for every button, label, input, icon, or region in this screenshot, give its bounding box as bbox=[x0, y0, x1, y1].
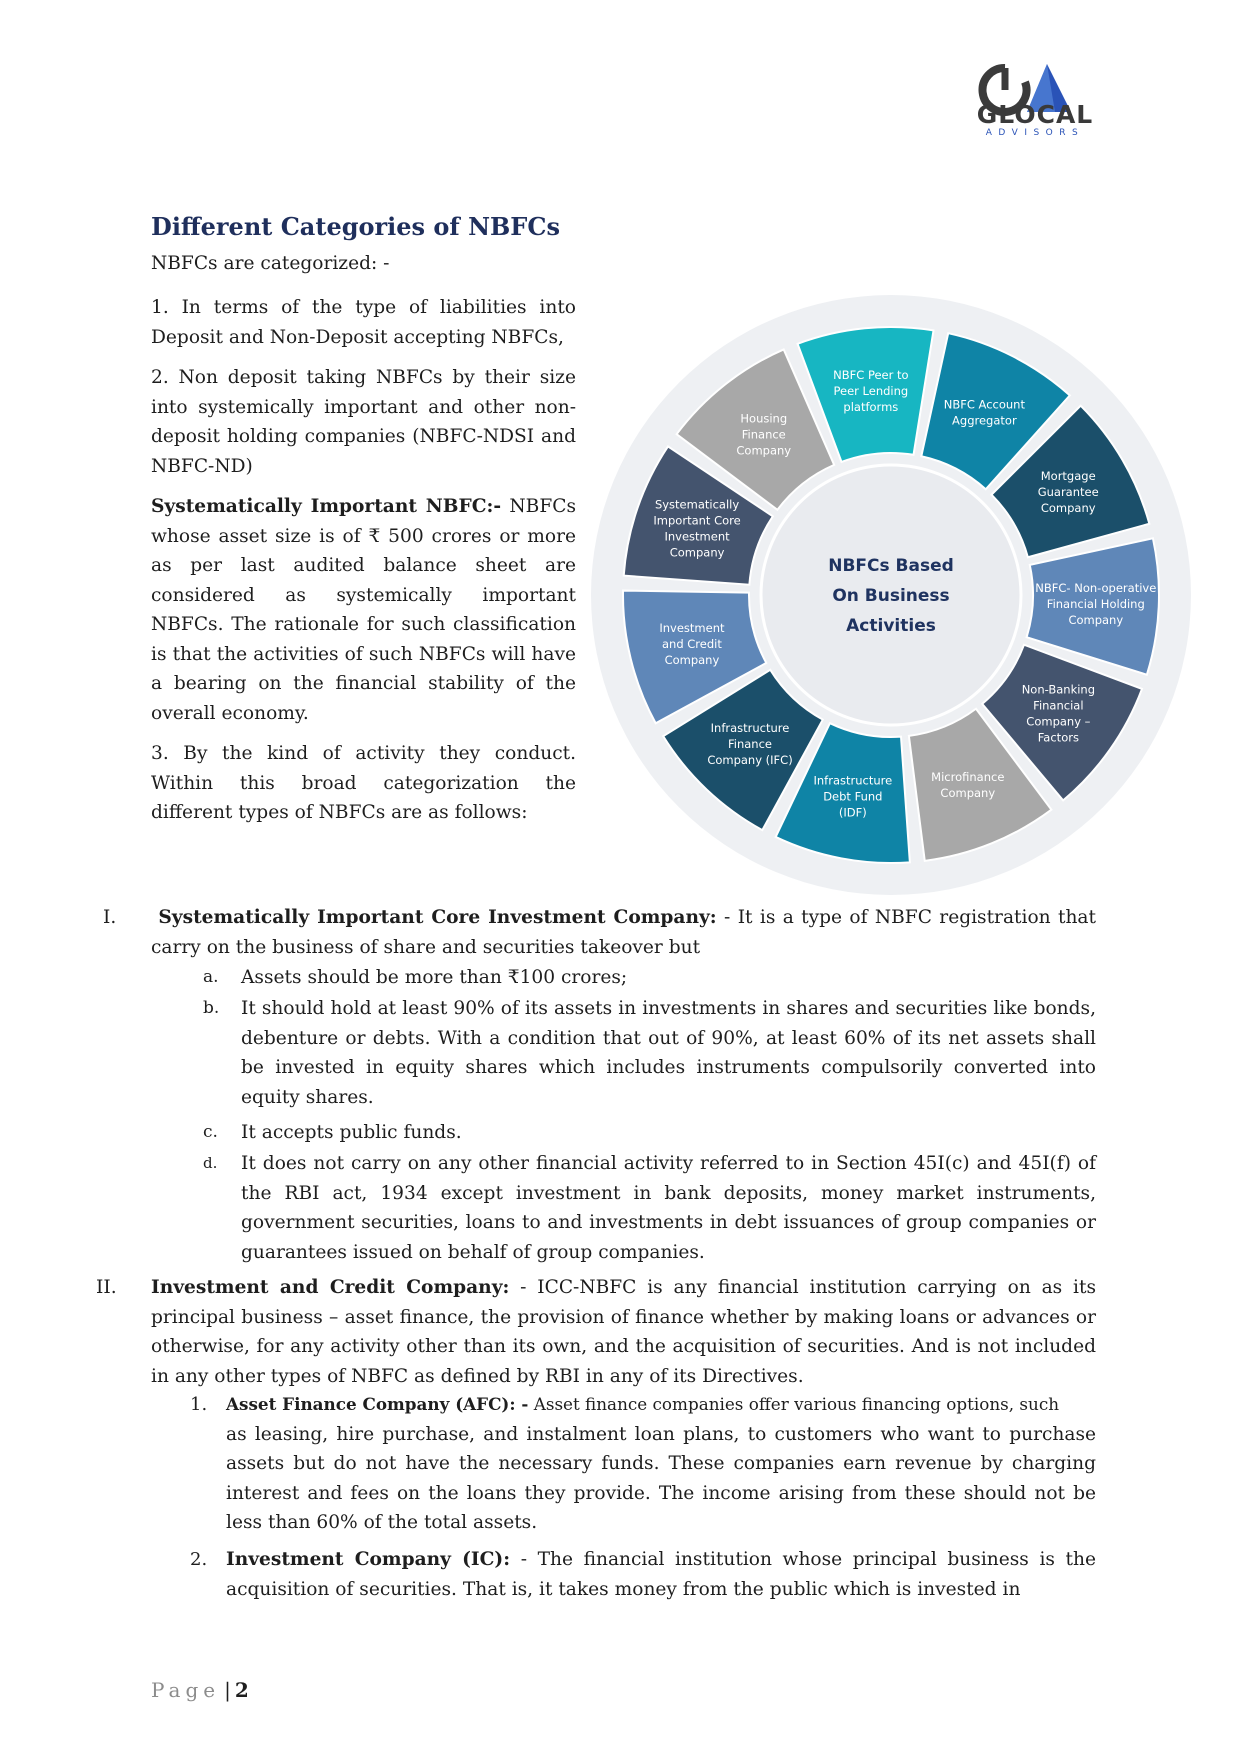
item-1-text bbox=[226, 1390, 1096, 1538]
logo-subtitle: ADVISORS bbox=[985, 128, 1085, 138]
item-b-letter: b. bbox=[203, 998, 220, 1018]
section-2-lead: - ICC-NBFC is any financial institution carrying on as its principal business – asset finance, the provision of finance whether by making loans or advances or otherwise, for any activity other than its own, and the acquisition of securities. And is not included in any other types of NBFC as defined by RBI in any of its Directives. bbox=[151, 1277, 1096, 1387]
item-d-letter: d. bbox=[203, 1154, 218, 1172]
item-a-letter: a. bbox=[203, 967, 219, 987]
section-1-numeral: I. bbox=[103, 907, 117, 928]
item-2-number: 2. bbox=[190, 1549, 208, 1570]
section-2-numeral: II. bbox=[96, 1277, 117, 1298]
footer-separator: | bbox=[224, 1678, 231, 1702]
item-2-text bbox=[226, 1545, 1096, 1604]
page-footer bbox=[151, 1678, 249, 1702]
page-heading: Different Categories of NBFCs bbox=[151, 212, 560, 241]
si-definition: NBFCs whose asset size is of ₹ 500 crores or more as per last audited balance sheet are considered as systemically important NBFCs. The rationale for such classification is that the activities of such NBFCs will have a bearing on the financial stability of the overall economy. bbox=[151, 496, 576, 724]
paragraph-systematically-important bbox=[151, 492, 576, 728]
wheel-segment-label: Infrastructure Debt Fund (IDF) bbox=[813, 773, 893, 820]
wheel-segment-label: Systematically Important Core Investment Company bbox=[653, 497, 741, 560]
intro-text: NBFCs are categorized: - bbox=[151, 253, 390, 274]
item-b-text: It should hold at least 90% of its assets in investments in shares and securities like bonds, debenture or debts. With a condition that out of 90%, at least 60% of its net assets shall be invested in equity shares which includes instruments compulsorily converted into equity shares. bbox=[241, 998, 1096, 1108]
footer-label: Page bbox=[151, 1678, 221, 1702]
wheel-segment-label: Infrastructure Finance Company (IFC) bbox=[707, 720, 793, 767]
wheel-segment-label: NBFC- Non-operative Financial Holding Company bbox=[1035, 581, 1157, 628]
wheel-segment-label: NBFC Account Aggregator bbox=[943, 397, 1025, 428]
logo-wordmark: GLOCAL bbox=[976, 100, 1094, 129]
item-1-number: 1. bbox=[190, 1394, 208, 1415]
wheel-center-title: NBFCs Based On Business Activities bbox=[828, 556, 954, 636]
ic-title: Investment Company (IC): bbox=[226, 1549, 511, 1570]
wheel-segment-label: Mortgage Guarantee Company bbox=[1037, 468, 1099, 515]
afc-lead: Asset finance companies offer various financing options, such bbox=[528, 1394, 1060, 1414]
wheel-segment-label: Investment and Credit Company bbox=[659, 620, 725, 667]
section-2-text bbox=[151, 1273, 1096, 1391]
paragraph-activity: 3. By the kind of activity they conduct. Within this broad categorization the different types of NBFCs are as follows: bbox=[151, 743, 576, 823]
wheel-segment-label: Microfinance Company bbox=[931, 770, 1005, 801]
si-term: Systematically Important NBFC:- bbox=[151, 496, 502, 517]
left-column bbox=[151, 293, 576, 839]
afc-description: as leasing, hire purchase, and instalment loan plans, to customers who want to purchase assets but do not have the necessary funds. These companies earn revenue by charging interest and fees on the loans they provide. The income arising from these should not be less than 60% of the total assets. bbox=[226, 1423, 1096, 1533]
item-a-text: Assets should be more than ₹100 crores; bbox=[241, 967, 628, 988]
paragraph-liabilities: 1. In terms of the type of liabilities into Deposit and Non-Deposit accepting NBFCs, bbox=[151, 297, 576, 348]
section-1-lead: - It is a type of NBFC registration that carry on the business of share and securities takeover but bbox=[151, 907, 1096, 958]
ic-description: - The financial institution whose principal business is the acquisition of securities. That is, it takes money from the public which is invested in bbox=[226, 1549, 1096, 1600]
wheel-segment-label: Housing Finance Company bbox=[736, 411, 792, 458]
item-c-letter: c. bbox=[203, 1122, 218, 1142]
section-1-title: Systematically Important Core Investment Company: bbox=[158, 907, 717, 928]
item-c-text: It accepts public funds. bbox=[241, 1122, 462, 1143]
page-number: 2 bbox=[234, 1678, 249, 1702]
section-1-text bbox=[151, 903, 1096, 962]
paragraph-size: 2. Non deposit taking NBFCs by their size into systemically important and other non-deposit holding companies (NBFC-NDSI and NBFC-ND) bbox=[151, 367, 576, 477]
item-d-text: It does not carry on any other financial activity referred to in Section 45I(c) and 45I(f) of the RBI act, 1934 except investment in bank deposits, money market instruments, government securities, loans to and investments in debt issuances of group companies or guarantees issued on behalf of group companies. bbox=[241, 1153, 1096, 1263]
section-2-title: Investment and Credit Company: bbox=[151, 1277, 510, 1298]
afc-title: Asset Finance Company (AFC): - bbox=[226, 1394, 529, 1414]
wheel-segment-label: Non-Banking Financial Company – Factors bbox=[1021, 682, 1096, 745]
nbfc-wheel-diagram bbox=[588, 292, 1194, 898]
wheel-segment-label: NBFC Peer to Peer Lending platforms bbox=[833, 367, 909, 414]
